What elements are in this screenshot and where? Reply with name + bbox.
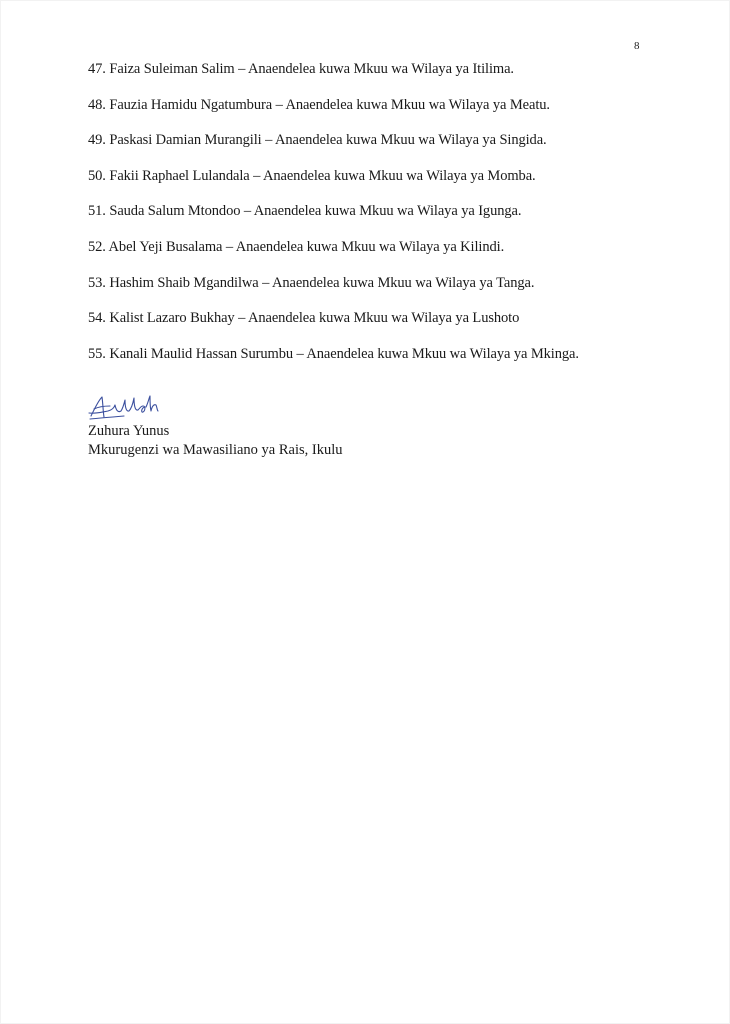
list-item: 53. Hashim Shaib Mgandilwa – Anaendelea kuwa Mkuu wa Wilaya ya Tanga. <box>88 274 535 291</box>
signer-name: Zuhura Yunus <box>88 423 170 439</box>
list-item: 48. Fauzia Hamidu Ngatumbura – Anaendelea kuwa Mkuu wa Wilaya ya Meatu. <box>88 96 550 113</box>
list-item: 49. Paskasi Damian Murangili – Anaendelea kuwa Mkuu wa Wilaya ya Singida. <box>88 132 547 149</box>
list-item: 52. Abel Yeji Busalama – Anaendelea kuwa Mkuu wa Wilaya ya Kilindi. <box>88 238 505 255</box>
list-item: 55. Kanali Maulid Hassan Surumbu – Anaendelea kuwa Mkuu wa Wilaya ya Mkinga. <box>88 345 579 362</box>
signature-stroke <box>89 398 145 413</box>
appointment-list <box>88 60 579 380</box>
signer-title: Mkurugenzi wa Mawasiliano ya Rais, Ikulu <box>88 442 343 458</box>
page-number: 8 <box>634 40 640 52</box>
list-item: 54. Kalist Lazaro Bukhay – Anaendelea kuwa Mkuu wa Wilaya ya Lushoto <box>88 310 520 327</box>
signature-stroke <box>90 416 124 419</box>
list-item: 50. Fakii Raphael Lulandala – Anaendelea kuwa Mkuu wa Wilaya ya Momba. <box>88 167 536 184</box>
handwritten-signature <box>88 392 160 424</box>
list-item: 47. Faiza Suleiman Salim – Anaendelea kuwa Mkuu wa Wilaya ya Itilima. <box>88 61 514 77</box>
signature-stroke <box>146 396 158 411</box>
signature-block <box>88 422 343 460</box>
list-item: 51. Sauda Salum Mtondoo – Anaendelea kuwa Mkuu wa Wilaya ya Igunga. <box>88 203 522 220</box>
